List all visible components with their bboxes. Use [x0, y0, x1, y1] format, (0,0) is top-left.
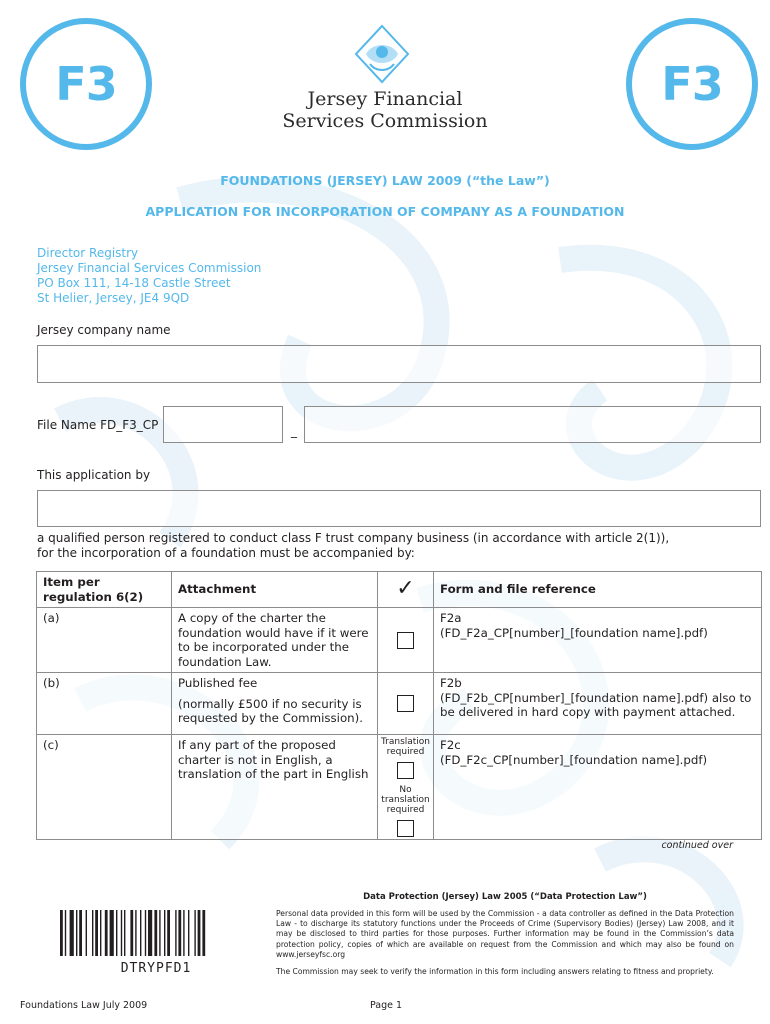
checkmark-icon: ✓ [396, 576, 415, 602]
table-header-row [37, 572, 762, 608]
address-line: Jersey Financial Services Commission [37, 261, 262, 275]
barcode-label: DTRYPFD1 [120, 961, 192, 976]
row-attachment [172, 673, 378, 735]
ref-file: (FD_F2c_CP[number]_[foundation name].pdf) [440, 752, 708, 767]
address-line: St Helier, Jersey, JE4 9QD [37, 291, 190, 305]
law-title: FOUNDATIONS (JERSEY) LAW 2009 (“the Law”) [220, 173, 550, 188]
application-by-label: This application by [37, 468, 151, 482]
table-row [37, 673, 762, 735]
form-badge-right [626, 18, 758, 150]
ref-file: (FD_F2b_CP[number]_[foundation name].pdf) also to be delivered in hard copy with payment attached. [440, 690, 752, 719]
data-protection-body: Personal data provided in this form will be used by the Commission - a data controller as defined in the Data Protection Law - to discharge its statutory functions under the Proceeds of Crime (Supervisory Bodies) (Jersey) Law 2008, and it may be disclosed to third parties for those purposes. Further information may be found in the Commission’s data protection policy, copies of which are available on request from the Commission and which may also be found on www.jerseyfsc.org [276, 909, 734, 959]
address-line: Director Registry [37, 246, 139, 260]
form-badge-left [20, 18, 152, 150]
row-attachment: A copy of the charter the foundation would have if it were to be incorporated under the foundation Law. [172, 608, 378, 673]
checkbox-no-translation[interactable] [397, 820, 414, 837]
registry-address [37, 246, 261, 306]
intro-line: for the incorporation of a foundation must be accompanied by: [37, 546, 415, 560]
attachment-title: Published fee [178, 676, 258, 690]
row-check-cell [378, 608, 434, 673]
ref-code: F2a [440, 611, 462, 625]
jfsc-crest-icon [346, 24, 418, 88]
row-reference [434, 673, 762, 735]
file-name-number-field[interactable] [163, 406, 283, 443]
badge-left-text: F3 [55, 57, 117, 111]
footer-left: Foundations Law July 2009 [20, 1000, 148, 1011]
attachment-note: (normally £500 if no security is requested by the Commission). [178, 696, 364, 725]
row-check-cell [378, 735, 434, 840]
page-number: Page 1 [370, 1000, 403, 1011]
row-reference [434, 608, 762, 673]
row-reference [434, 735, 762, 840]
row-item: (c) [37, 735, 172, 840]
continued-note: continued over [661, 840, 733, 851]
header-check [378, 572, 434, 608]
application-by-field[interactable] [37, 490, 761, 527]
intro-line: a qualified person registered to conduct class F trust company business (in accordance with article 2(1)), [37, 531, 670, 545]
translation-required-label: Translation required [380, 737, 431, 757]
application-title: APPLICATION FOR INCORPORATION OF COMPANY AS A FOUNDATION [145, 204, 625, 219]
attachments-table [36, 571, 762, 840]
header-item: Item per regulation 6(2) [37, 572, 172, 608]
row-item: (a) [37, 608, 172, 673]
data-protection-title: Data Protection (Jersey) Law 2005 (“Data Protection Law”) [363, 892, 647, 902]
no-translation-label: No translation required [381, 785, 430, 815]
row-attachment: If any part of the proposed charter is not in English, a translation of the part in English [172, 735, 378, 840]
checkbox-translation-required[interactable] [397, 762, 414, 779]
file-name-foundation-field[interactable] [304, 406, 761, 443]
file-name-separator: _ [291, 424, 297, 438]
row-check-cell [378, 673, 434, 735]
logo-line2: Services Commission [282, 110, 488, 132]
ref-code: F2c [440, 738, 461, 752]
header-reference: Form and file reference [434, 572, 762, 608]
company-name-field[interactable] [37, 345, 761, 383]
checkbox-fee[interactable] [397, 695, 414, 712]
ref-code: F2b [440, 676, 462, 690]
checkbox-charter[interactable] [397, 632, 414, 649]
table-row [37, 735, 762, 840]
verification-note: The Commission may seek to verify the information in this form including answers relating to fitness and propriety. [276, 967, 714, 976]
table-row [37, 608, 762, 673]
company-name-label: Jersey company name [37, 323, 171, 337]
header-attachment: Attachment [172, 572, 378, 608]
barcode-icon [58, 910, 254, 960]
file-name-label: File Name FD_F3_CP [37, 418, 159, 432]
row-item: (b) [37, 673, 172, 735]
logo-line1: Jersey Financial [307, 88, 463, 110]
intro-text [37, 531, 669, 561]
jfsc-logo-text [270, 88, 500, 132]
ref-file: (FD_F2a_CP[number]_[foundation name].pdf) [440, 625, 708, 640]
badge-right-text: F3 [661, 57, 723, 111]
address-line: PO Box 111, 14-18 Castle Street [37, 276, 231, 290]
